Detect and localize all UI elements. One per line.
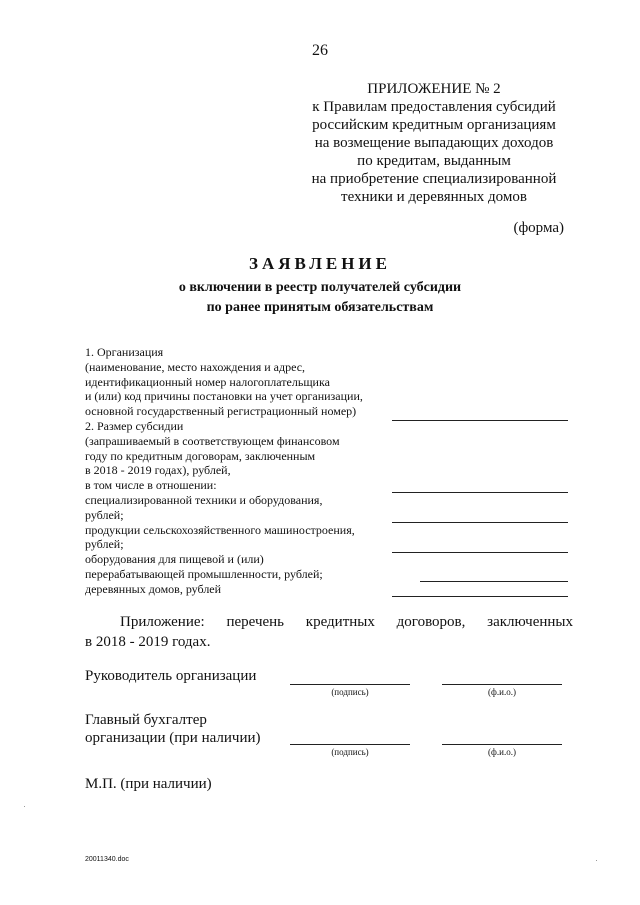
appendix-line: на возмещение выпадающих доходов xyxy=(314,135,554,151)
attachment-note xyxy=(85,612,573,652)
attachment-line-2: в 2018 - 2019 годах. xyxy=(85,634,211,650)
appendix-title: ПРИЛОЖЕНИЕ № 2 xyxy=(367,81,501,97)
stamp-place-label: М.П. (при наличии) xyxy=(85,776,212,792)
agri-machinery-blank-line[interactable] xyxy=(392,552,568,553)
chief-accountant-line: Главный бухгалтер xyxy=(85,712,207,728)
field-special-equipment: рублей; xyxy=(85,507,124,522)
document-filename: 20011340.doc xyxy=(85,856,129,863)
scan-speck xyxy=(596,860,597,861)
attachment-word: заключенных xyxy=(487,614,573,630)
accountant-name-caption: (ф.и.о.) xyxy=(488,747,516,757)
attachment-word: договоров, xyxy=(396,614,466,630)
field-organization-hint: и (или) код причины постановки на учет организации, xyxy=(85,389,363,404)
form-label: (форма) xyxy=(513,220,564,236)
head-signature-blank-line[interactable] xyxy=(290,684,410,685)
field-subsidy-label: 2. Размер субсидии xyxy=(85,418,184,433)
wooden-houses-blank-line[interactable] xyxy=(392,596,568,597)
field-wooden-houses: деревянных домов, рублей xyxy=(85,581,222,596)
field-agri-machinery: продукции сельскохозяйственного машиностроения, xyxy=(85,522,355,537)
appendix-line: по кредитам, выданным xyxy=(357,153,511,169)
field-organization-hint: (наименование, место нахождения и адрес, xyxy=(85,359,306,374)
subsidy-total-blank-line[interactable] xyxy=(392,492,568,493)
field-subsidy-hint: (запрашиваемый в соответствующем финансовом xyxy=(85,433,340,448)
document-subtitle xyxy=(120,278,520,318)
appendix-line: к Правилам предоставления субсидий xyxy=(312,99,556,115)
field-subsidy-hint: году по кредитным договорам, заключенным xyxy=(85,448,316,463)
chief-accountant-label xyxy=(85,711,261,747)
field-agri-machinery: рублей; xyxy=(85,537,124,552)
field-special-equipment: специализированной техники и оборудования, xyxy=(85,492,323,507)
subtitle-line: о включении в реестр получателей субсидии xyxy=(178,280,462,295)
food-equipment-blank-line[interactable] xyxy=(420,581,568,582)
head-name-caption: (ф.и.о.) xyxy=(488,687,516,697)
accountant-signature-caption: (подпись) xyxy=(331,747,369,757)
chief-accountant-line: организации (при наличии) xyxy=(85,730,261,746)
field-subsidy-hint: в том числе в отношении: xyxy=(85,478,217,493)
appendix-line: техники и деревянных домов xyxy=(341,189,527,205)
attachment-word: кредитных xyxy=(305,614,375,630)
field-organization-label: 1. Организация xyxy=(85,345,164,359)
field-subsidy-hint: в 2018 - 2019 годах), рублей, xyxy=(85,463,231,478)
subtitle-line: по ранее принятым обязательствам xyxy=(206,300,434,315)
special-equipment-blank-line[interactable] xyxy=(392,522,568,523)
appendix-header xyxy=(300,80,568,206)
field-organization-hint: основной государственный регистрационный номер) xyxy=(85,404,357,419)
head-name-blank-line[interactable] xyxy=(442,684,562,685)
appendix-line: на приобретение специализированной xyxy=(311,171,557,187)
organization-blank-line[interactable] xyxy=(392,420,568,421)
head-of-organization-label: Руководитель организации xyxy=(85,668,257,684)
document-title: ЗАЯВЛЕНИЕ xyxy=(248,254,391,273)
accountant-name-blank-line[interactable] xyxy=(442,744,562,745)
attachment-word: перечень xyxy=(226,614,285,630)
head-signature-caption: (подпись) xyxy=(331,687,369,697)
appendix-line: российским кредитным организациям xyxy=(312,117,556,133)
page-number: 26 xyxy=(312,42,328,59)
attachment-word: Приложение: xyxy=(120,614,205,630)
field-food-equipment: перерабатывающей промышленности, рублей; xyxy=(85,566,323,581)
scan-speck xyxy=(24,806,25,807)
form-fields xyxy=(85,345,363,597)
field-organization-hint: идентификационный номер налогоплательщика xyxy=(85,374,330,389)
field-food-equipment: оборудования для пищевой и (или) xyxy=(85,552,264,567)
accountant-signature-blank-line[interactable] xyxy=(290,744,410,745)
